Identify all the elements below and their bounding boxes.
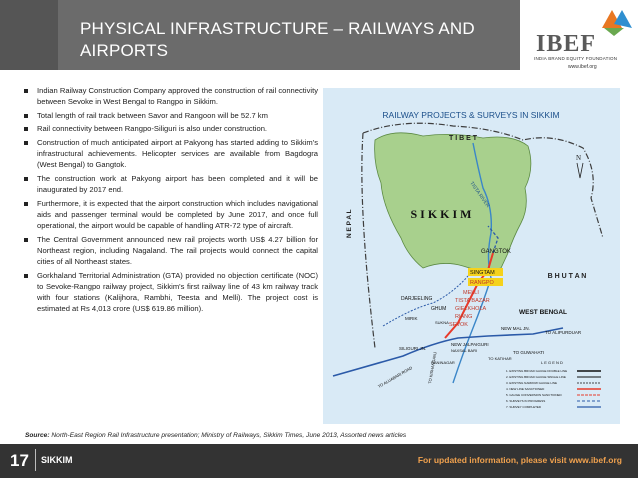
place-tista-bazar: TISTA BAZAR <box>455 298 490 304</box>
bullet-item <box>22 110 318 121</box>
logo-url: www.ibef.org <box>568 64 597 70</box>
bullet-icon <box>24 89 28 93</box>
header-accent-block <box>0 0 58 70</box>
bullet-list <box>22 85 318 317</box>
legend-item: 3. EXISTING NARROW GAUGE LINE <box>506 381 558 385</box>
place-to-katihar: TO KATIHAR <box>488 356 512 361</box>
map-title: RAILWAY PROJECTS & SURVEYS IN SIKKIM <box>382 110 560 120</box>
bullet-text: Rail connectivity between Rangpo-Siliguri is also under construction. <box>37 124 268 134</box>
bullet-item <box>22 85 318 107</box>
bullet-text: The Central Government announced new rail projects worth US$ 4.27 billion for Northeast region, including Nagaland. The rail projects would connect the capital cities of all Northeast states. <box>37 234 318 266</box>
source-label: Source: <box>25 432 50 439</box>
bullet-item <box>22 270 318 314</box>
railway-map <box>323 88 620 424</box>
place-to-guwahati: TO GUWAHATI <box>513 350 545 355</box>
legend-item: 7. SURVEY COMPLETED <box>506 405 542 409</box>
railway-map-panel <box>323 88 620 424</box>
bullet-icon <box>24 274 28 278</box>
place-rangpo: RANGPO <box>470 280 494 286</box>
bullet-icon <box>24 127 28 131</box>
footer-divider <box>35 449 36 471</box>
bullet-item <box>22 234 318 267</box>
place-njp: NEW JALPAIGURI <box>451 342 489 347</box>
source-note <box>25 432 625 439</box>
north-indicator-icon: N <box>576 154 582 162</box>
page-number: 17 <box>10 451 29 470</box>
logo-name: IBEF <box>536 31 597 57</box>
bullet-icon <box>24 141 28 145</box>
place-sukna: SUKNA <box>435 320 449 325</box>
place-riang: RIANG <box>455 314 473 320</box>
place-darjeeling: DARJEELING <box>401 296 433 302</box>
place-gielkhola: GIELKHOLA <box>455 306 487 312</box>
bullet-icon <box>24 177 28 181</box>
place-gangtok: GANGTOK <box>481 249 511 255</box>
bullet-text: Gorkhaland Territorial Administration (GTA) provided no objection certificate (NOC) to Sevoke-Rangpo railway project, Sikkim's first railway line of 43 km railway track with four stations (Kalijhora, Rambhi, Teesta and Melli). The project cost is estimated at Rs 4,013 crore (US$ 619.86 million). <box>37 270 318 313</box>
legend-item: 2. EXISTING BROAD GAUGE SINGLE LINE <box>506 375 566 379</box>
label-sikkim: S I K K I M <box>410 207 472 221</box>
place-new-mal: NEW MAL JN. <box>501 326 530 331</box>
source-text: North-East Region Rail Infrastructure presentation; Ministry of Railways, Sikkim Times, June 2013, Assorted news articles <box>51 432 407 439</box>
label-river: TISTA RIVER <box>468 180 491 209</box>
place-to-kishanganj: TO KISHANGANJ <box>427 351 438 385</box>
legend-item: 5. GAUGE CONVERSION SANCTIONED <box>506 393 562 397</box>
bullet-icon <box>24 202 28 206</box>
place-mirik: MIRIK <box>405 316 418 321</box>
place-sevok: SEVOK <box>449 322 468 328</box>
place-naksal: NAXSAL BARI <box>451 348 478 353</box>
bullet-icon <box>24 238 28 242</box>
bullet-item <box>22 123 318 134</box>
bullet-icon <box>24 114 28 118</box>
place-to-aluabari: TO ALUABARI ROAD <box>377 365 414 389</box>
label-nepal: N E P A L <box>346 209 353 238</box>
footer-website-link[interactable]: For updated information, please visit www.ibef.org <box>417 455 622 465</box>
legend-item: 1. EXISTING BROAD GAUGE DOUBLE LINE <box>506 369 568 373</box>
page-title-line1: PHYSICAL INFRASTRUCTURE – RAILWAYS AND <box>80 19 475 38</box>
footer-section-name: SIKKIM <box>41 455 73 465</box>
page-title <box>80 18 500 62</box>
ibef-logo[interactable] <box>530 6 635 70</box>
label-bhutan: B H U T A N <box>547 273 587 280</box>
bullet-text: Total length of rail track between Savor and Rangoon will be 52.7 km <box>37 110 268 120</box>
bullet-item <box>22 137 318 170</box>
place-singtam: SINGTAM <box>470 270 495 276</box>
legend-item: 4. NEW LINE SANCTIONED <box>506 387 545 391</box>
bullet-text: Furthermore, it is expected that the airport construction which includes navigational aids and passenger terminal would be completed by June 2017, and once full operational, the airport would be capable of handling ATR-72 type of aircraft. <box>37 198 318 230</box>
bullet-item <box>22 198 318 231</box>
bullet-text: Construction of much anticipated airport at Pakyong has started adding to Sikkim's infrastructural achievements. Helicopter services are available from Bagdogra (West Bengal) to Gangtok. <box>37 138 318 170</box>
place-melli: MELLI <box>463 290 479 296</box>
bullet-item <box>22 173 318 195</box>
place-west-bengal: WEST BENGAL <box>519 309 568 316</box>
legend-title: L E G E N D <box>541 360 563 365</box>
place-ghum: GHUM <box>431 306 447 312</box>
bullet-text: The construction work at Pakyong airport has been completed and it will be inaugurated by 2017 end. <box>37 174 318 195</box>
logo-tagline: INDIA BRAND EQUITY FOUNDATION <box>534 56 618 61</box>
bullet-text: Indian Railway Construction Company approved the construction of rail connectivity between Sevoke in West Bengal to Rangpo in Sikkim. <box>37 86 318 107</box>
place-raninagar: RANINAGAR <box>431 360 455 365</box>
legend-item: 6. SURVEYS IN PROGRESS <box>506 399 546 403</box>
label-tibet: T I B E T <box>449 135 477 142</box>
slide-header <box>0 0 638 70</box>
place-siliguri: SILIGURI JN. <box>399 346 427 351</box>
page-title-line2: AIRPORTS <box>80 41 169 60</box>
place-to-alipurduar: TO ALIPURDUAR <box>545 330 582 335</box>
